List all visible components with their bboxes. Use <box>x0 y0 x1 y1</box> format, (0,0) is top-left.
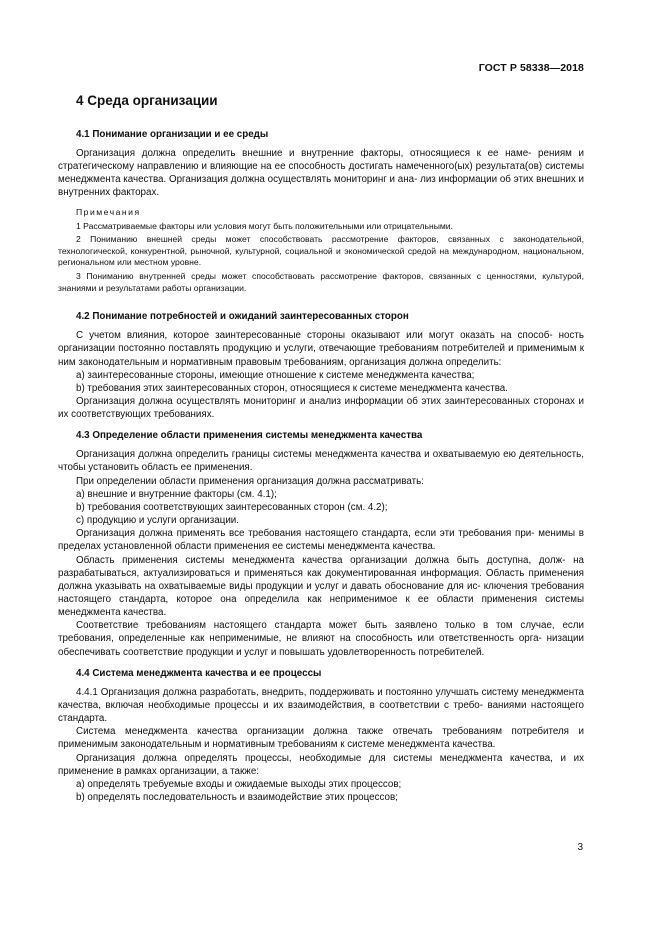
list-item: b) определять последовательность и взаимодействие этих процессов; <box>76 792 398 804</box>
subsection-title-4-3: 4.3 Определение области применения системы менеджмента качества <box>76 430 423 442</box>
paragraph: Организация должна применять все требования настоящего стандарта, если эти требования при- менимы в пределах установленной области применения ее системы менеджмента качества. <box>58 528 584 553</box>
paragraph: Организация должна осуществлять мониторинг и анализ информации об этих заинтересованных сторонах и их соответствующих требованиях. <box>58 395 584 421</box>
paragraph: Соответствие требованиям настоящего стандарта может быть заявлено только в том случае, если требования, определенные как неприменимые, не влияют на способность или ответственность орга- низации обеспечивать соответствие продукции и услуг и повышать удовлетворенность потребителей. <box>58 620 584 658</box>
subsection-title-4-2: 4.2 Понимание потребностей и ожиданий заинтересованных сторон <box>76 311 409 323</box>
list-item: b) требования соответствующих заинтересованных сторон (см. 4.2); <box>76 501 388 513</box>
paragraph: Организация должна определить внешние и внутренние факторы, относящиеся к ее наме- рениям и стратегическому направлению и влияющие на ее способность достигать намеченного(ых) результата(ов) системы менеджмента качества. Организация должна осуществлять мониторинг и ана- лиз информации об этих внешних и внутренних факторах. <box>58 148 584 199</box>
list-item: c) продукцию и услуги организации. <box>76 515 239 527</box>
notes-heading: Примечания <box>76 206 141 217</box>
list-item: b) требования этих заинтересованных сторон, относящиеся к системе менеджмента качества. <box>76 382 508 394</box>
standard-header: ГОСТ Р 58338—2018 <box>478 62 584 74</box>
paragraph: Система менеджмента качества организации должна также отвечать требованиям потребителя и применимым законодательным и нормативным требованиям к системе менеджмента качества. <box>58 726 584 751</box>
note-3: 3 Пониманию внутренней среды может способствовать рассмотрение факторов, связанных с ценностями, культурой, знаниями и результатами работы организации. <box>58 271 584 293</box>
note-1: 1 Рассматриваемые факторы или условия могут быть положительными или отрицательными. <box>76 220 453 231</box>
subsection-title-4-1: 4.1 Понимание организации и ее среды <box>76 129 269 140</box>
page-number: 3 <box>577 842 583 853</box>
list-item: a) внешние и внутренние факторы (см. 4.1); <box>76 488 277 500</box>
paragraph: При определении области применения организация должна рассматривать: <box>76 475 424 487</box>
list-item: a) заинтересованные стороны, имеющие отношение к системе менеджмента качества; <box>76 369 475 381</box>
page-content <box>58 91 584 804</box>
paragraph: Организация должна определить границы системы менеджмента качества и охватываемую ею деятельность, чтобы установить область ее применения. <box>58 449 584 474</box>
paragraph: Организация должна определять процессы, необходимые для системы менеджмента качества, и их применение в рамках организации, а также: <box>58 752 584 777</box>
subsection-title-4-4: 4.4 Система менеджмента качества и ее процессы <box>76 667 322 679</box>
paragraph: 4.4.1 Организация должна разработать, внедрить, поддерживать и постоянно улучшать систему менеджмента качества, включая необходимые процессы и их взаимодействия, в соответствии с требо- ваниями настоящего стандарта. <box>58 686 584 725</box>
paragraph: Область применения системы менеджмента качества организации должна быть доступна, долж- на разрабатываться, актуализироваться и применяться как документированная информация. Область применения должна указывать на охватываемые виды продукции и услуг и давать обоснование для ис- ключения требования настоящего стандарта, которое она определила как неприменимое к ее области применения системы менеджмента качества. <box>58 554 584 619</box>
note-2: 2 Пониманию внешней среды может способствовать рассмотрение факторов, связанных с законодательной, технологической, конкурентной, рыночной, культурной, социальной и экономической средой на международном, национальном, региональном или местном уровне. <box>58 234 584 268</box>
section-title: 4 Среда организации <box>76 93 218 108</box>
paragraph: С учетом влияния, которое заинтересованные стороны оказывают или могут оказать на способ- ность организации постоянно поставлять продукцию и услуги, отвечающие требованиям потребителей и применимым к ним законодательным и нормативным правовым требованиям, организация должна определить: <box>58 330 584 368</box>
list-item: a) определять требуемые входы и ожидаемые выходы этих процессов; <box>76 778 402 790</box>
